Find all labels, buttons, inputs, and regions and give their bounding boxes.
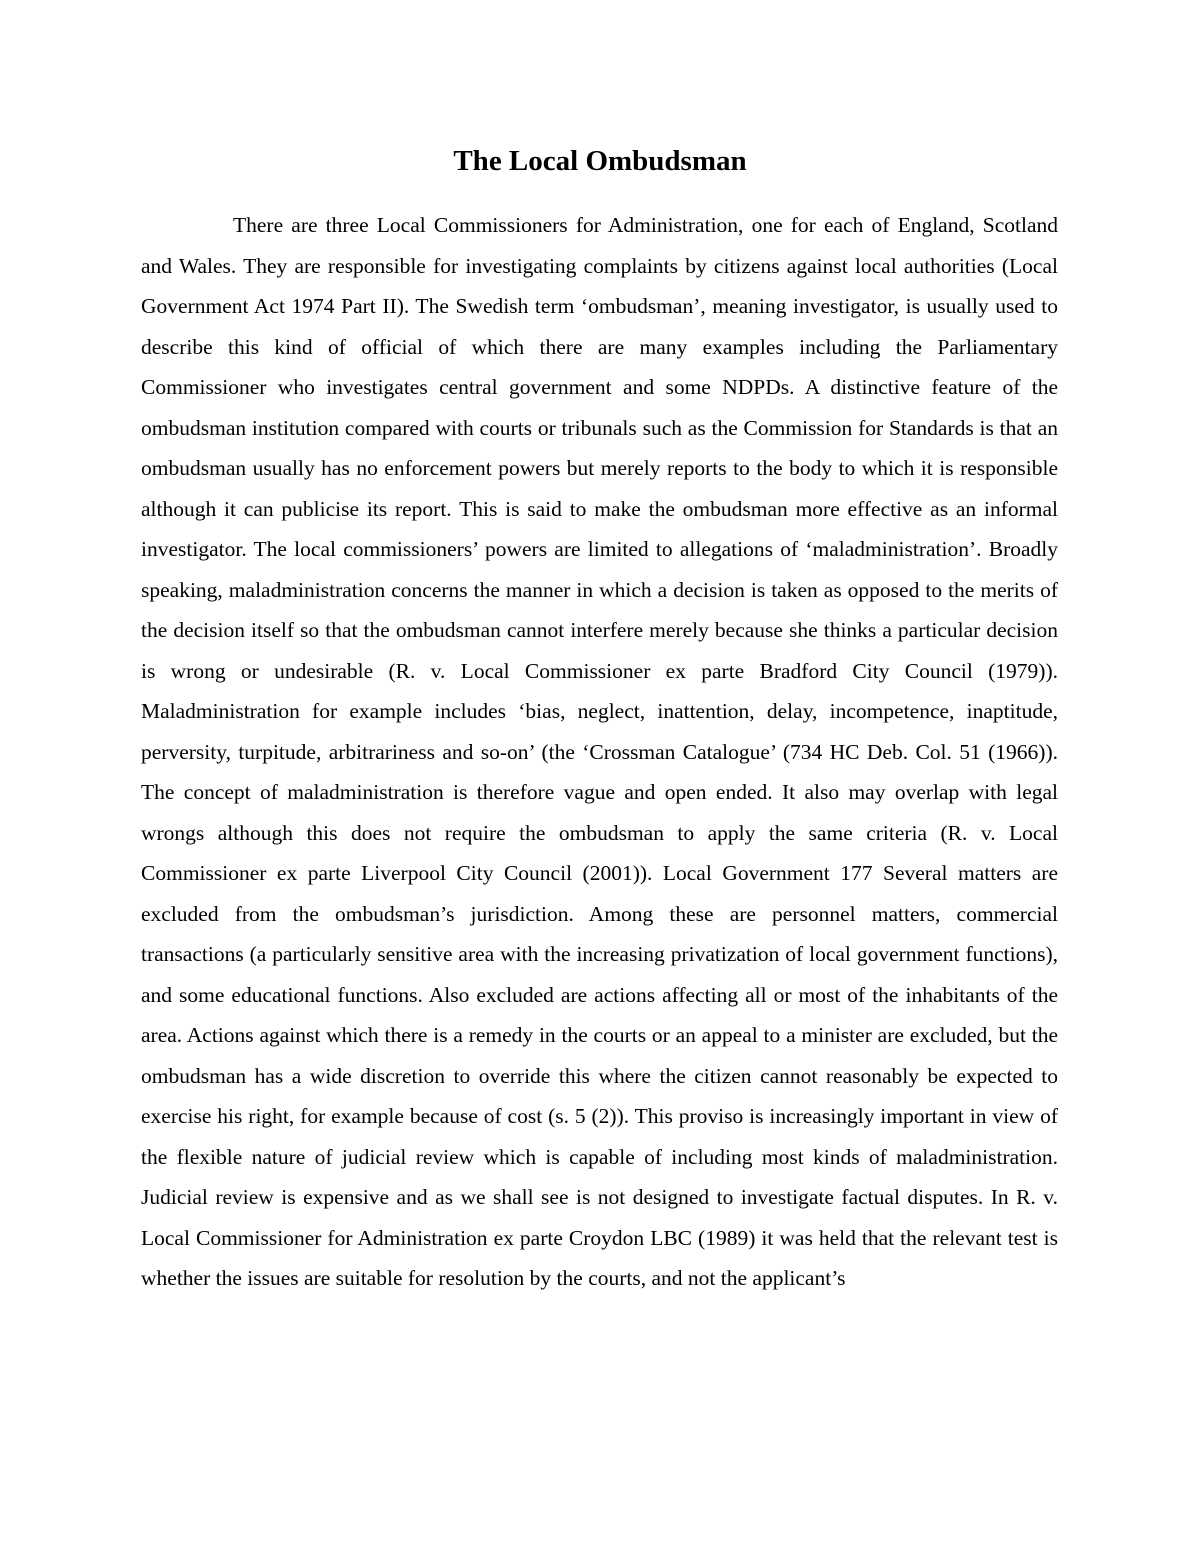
document-title: The Local Ombudsman — [453, 145, 747, 177]
body-paragraph: There are three Local Commissioners for Administration, one for each of England, Scotland and Wales. They are responsible for investigating complaints by citizens against local authorities (Local Government Act 1974 Part II). The Swedish term ‘ombudsman’, meaning investigator, is usually used to describe this kind of official of which there are many examples including the Parliamentary Commissioner who investigates central government and some NDPDs. A distinctive feature of the ombudsman institution compared with courts or tribunals such as the Commission for Standards is that an ombudsman usually has no enforcement powers but merely reports to the body to which it is responsible although it can publicise its report. This is said to make the ombudsman more effective as an informal investigator. The local commissioners’ powers are limited to allegations of ‘maladministration’. Broadly speaking, maladministration concerns the manner in which a decision is taken as opposed to the merits of the decision itself so that the ombudsman cannot interfere merely because she thinks a particular decision is wrong or undesirable (R. v. Local Commissioner ex parte Bradford City Council (1979)). Maladministration for example includes ‘bias, neglect, inattention, delay, incompetence, inaptitude, perversity, turpitude, arbitrariness and so-on’ (the ‘Crossman Catalogue’ (734 HC Deb. Col. 51 (1966)). The concept of maladministration is therefore vague and open ended. It also may overlap with legal wrongs although this does not require the ombudsman to apply the same criteria (R. v. Local Commissioner ex parte Liverpool City Council (2001)). Local Government 177 Several matters are excluded from the ombudsman’s jurisdiction. Among these are personnel matters, commercial transactions (a particularly sensitive area with the increasing privatization of local government functions), and some educational functions. Also excluded are actions affecting all or most of the inhabitants of the area. Actions against which there is a remedy in the courts or an appeal to a minister are excluded, but the ombudsman has a wide discretion to override this where the citizen cannot reasonably be expected to exercise his right, for example because of cost (s. 5 (2)). This proviso is increasingly important in view of the flexible nature of judicial review which is capable of including most kinds of maladministration. Judicial review is expensive and as we shall see is not designed to investigate factual disputes. In R. v. Local Commissioner for Administration ex parte Croydon LBC (1989) it was held that the relevant test is whether the issues are suitable for resolution by the courts, and not the applicant’s — [141, 213, 1058, 1290]
